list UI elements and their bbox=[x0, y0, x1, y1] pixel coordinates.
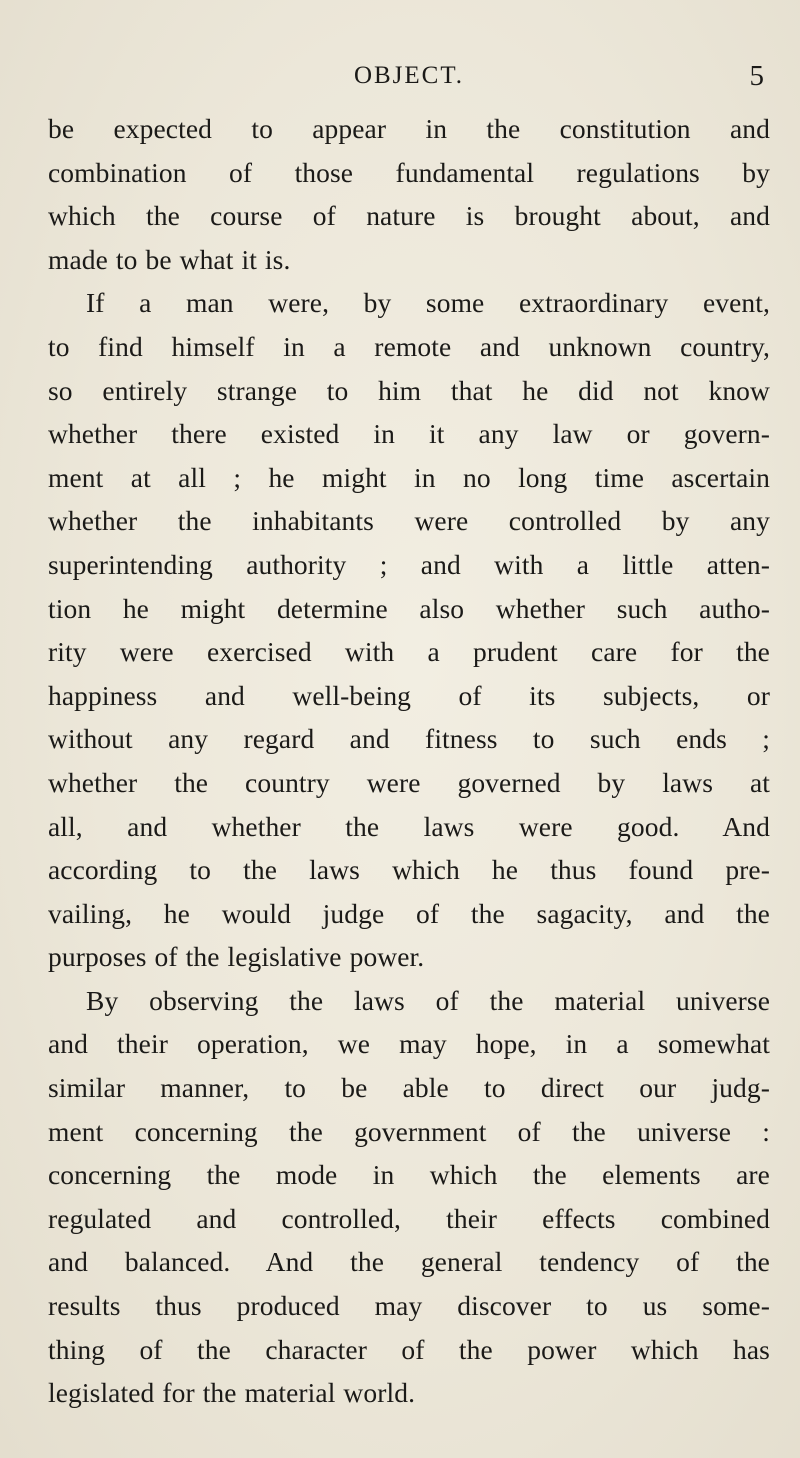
text-line: and balanced. And the general tendency of the bbox=[48, 1246, 770, 1278]
text-line: superintending authority ; and with a little atten- bbox=[48, 548, 770, 580]
page-number: 5 bbox=[749, 60, 764, 92]
text-line: which the course of nature is brought about, and bbox=[48, 200, 770, 232]
text-line: to find himself in a remote and unknown country, bbox=[48, 330, 770, 362]
running-head bbox=[48, 62, 770, 98]
text-line: made to be what it is. bbox=[48, 243, 291, 275]
text-line: ment at all ; he might in no long time ascertain bbox=[48, 461, 770, 493]
text-line: all, and whether the laws were good. And bbox=[48, 810, 770, 842]
text-line: results thus produced may discover to us some- bbox=[48, 1290, 770, 1322]
text-line: By observing the laws of the material universe bbox=[86, 984, 770, 1016]
text-line: vailing, he would judge of the sagacity, and the bbox=[48, 897, 770, 929]
text-line: tion he might determine also whether such autho- bbox=[48, 592, 770, 624]
text-line: legislated for the material world. bbox=[48, 1377, 416, 1409]
text-line: combination of those fundamental regulations by bbox=[48, 156, 770, 188]
text-line: and their operation, we may hope, in a somewhat bbox=[48, 1028, 770, 1060]
text-line: be expected to appear in the constitution and bbox=[48, 113, 770, 144]
text-line: so entirely strange to him that he did not know bbox=[48, 374, 770, 406]
text-line: without any regard and fitness to such ends ; bbox=[48, 723, 770, 755]
text-line: ment concerning the government of the universe : bbox=[48, 1115, 770, 1147]
text-line: regulated and controlled, their effects combined bbox=[48, 1202, 770, 1234]
text-line: purposes of the legislative power. bbox=[48, 941, 425, 973]
text-line: happiness and well-being of its subjects, or bbox=[48, 679, 770, 711]
text-line: rity were exercised with a prudent care for the bbox=[48, 636, 770, 668]
body-text bbox=[48, 107, 770, 1415]
text-line: whether the inhabitants were controlled by any bbox=[48, 505, 770, 537]
text-line: according to the laws which he thus found pre- bbox=[48, 854, 770, 886]
running-title: OBJECT. bbox=[353, 62, 465, 89]
text-line: whether there existed in it any law or govern- bbox=[48, 418, 770, 450]
text-line: thing of the character of the power which has bbox=[48, 1333, 770, 1365]
text-line: If a man were, by some extraordinary event, bbox=[86, 287, 770, 319]
text-line: whether the country were governed by laws at bbox=[48, 766, 770, 798]
text-line: similar manner, to be able to direct our judg- bbox=[48, 1072, 770, 1104]
text-line: concerning the mode in which the elements are bbox=[48, 1159, 770, 1191]
